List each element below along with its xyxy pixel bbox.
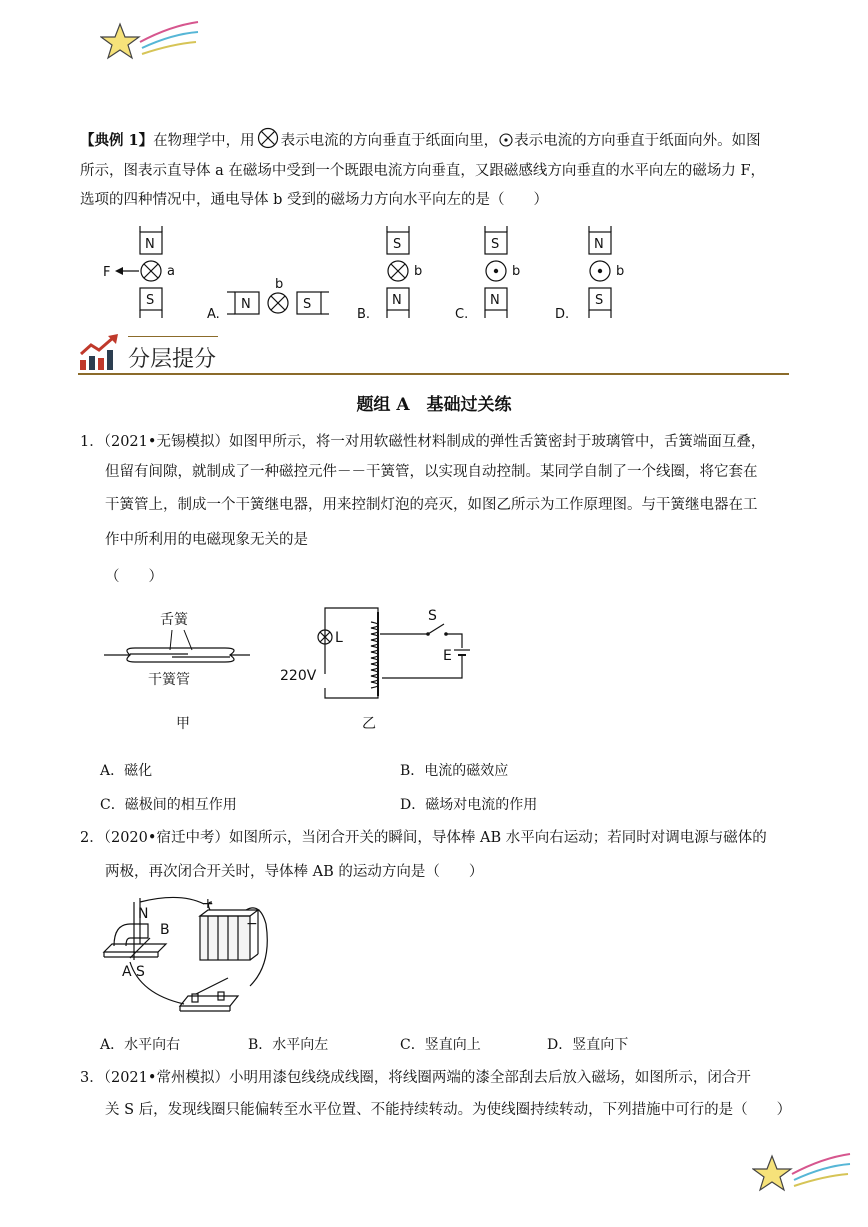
example-figure — [95, 226, 635, 326]
label-s: S — [136, 964, 145, 980]
tube-label: 干簧管 — [148, 672, 190, 688]
q1-option-d[interactable]: D．磁场对电流的作用 — [400, 797, 538, 813]
q1-line-4: 作中所利用的电磁现象无关的是 — [105, 532, 308, 548]
example-line-3: 选项的四种情况中，通电导体 b 受到的磁场力方向水平向左的是（ ） — [80, 192, 548, 208]
reed-label: 舌簧 — [160, 612, 188, 628]
q1-option-b[interactable]: B．电流的磁效应 — [400, 763, 509, 779]
motor-apparatus-figure — [100, 894, 280, 1024]
label-n: N — [490, 293, 500, 308]
q3-line-1 — [80, 1068, 751, 1088]
example-text-1b: 表示电流的方向垂直于纸面向里， — [280, 133, 499, 149]
banner-title: 分层提分 — [128, 347, 217, 372]
label-s: S — [393, 237, 402, 252]
q1-option-a[interactable]: A．磁化 — [100, 763, 153, 779]
star-decoration-top — [100, 18, 200, 68]
banner-top-rule — [128, 336, 218, 337]
label-a: A — [122, 964, 132, 980]
label-b: B — [160, 922, 170, 938]
option-c-label: C. — [455, 307, 469, 322]
q2-option-d[interactable]: D．竖直向下 — [547, 1037, 629, 1053]
label-minus: − — [246, 916, 258, 932]
switch-label: S — [428, 608, 437, 624]
option-b-label: B. — [357, 307, 371, 322]
label-b: b — [616, 264, 625, 279]
banner-rule — [78, 373, 789, 375]
relay-circuit-figure — [278, 600, 478, 740]
label-b: b — [414, 264, 423, 279]
example-line-2: 所示，图表示直导体 a 在磁场中受到一个既跟电流方向垂直，又跟磁感线方向垂直的水平向左的磁场力 F， — [80, 163, 766, 179]
chart-growth-icon — [78, 334, 122, 372]
q3-line-2: 关 S 后，发现线圈只能偏转至水平位置、不能持续转动。为使线圈持续转动，下列措施中可行的是（ ） — [105, 1102, 792, 1118]
q2-option-a[interactable]: A．水平向右 — [100, 1037, 181, 1053]
label-n: N — [138, 906, 149, 922]
q1-line-1 — [80, 432, 765, 452]
q2-option-b[interactable]: B．水平向左 — [248, 1037, 329, 1053]
q3-number: 3． — [80, 1070, 104, 1086]
label-f: F — [103, 265, 111, 280]
dot-circle-icon — [499, 133, 513, 153]
q3-text-1: （2021•常州模拟）小明用漆包线绕成线圈，将线圈两端的漆全部刮去后放入磁场，如图所示，闭合开 — [103, 1070, 751, 1086]
q2-text-1: （2020•宿迁中考）如图所示，当闭合开关的瞬间，导体棒 AB 水平向右运动；若同时对调电源与磁体的 — [103, 830, 767, 846]
label-s: S — [491, 237, 500, 252]
figure-jia-label: 甲 — [176, 716, 190, 732]
cross-circle-icon — [257, 127, 279, 155]
label-n: N — [392, 293, 402, 308]
q2-number: 2． — [80, 830, 104, 846]
group-title: 题组 A 基础过关练 — [356, 395, 512, 415]
option-d-label: D. — [555, 307, 570, 322]
q1-line-3: 干簧管上，制成一个干簧继电器，用来控制灯泡的亮灭，如图乙所示为工作原理图。与干簧继电器在工 — [105, 497, 758, 513]
q1-blank: （ ） — [105, 569, 163, 585]
figure-yi-label: 乙 — [362, 716, 376, 732]
example-text-1c: 表示电流的方向垂直于纸面向外。如图 — [514, 133, 761, 149]
voltage-label: 220V — [280, 668, 317, 684]
q2-line-1 — [80, 828, 767, 848]
example-tag: 【典例 1】 — [80, 132, 154, 149]
label-plus: + — [202, 896, 214, 912]
q2-line-2: 两极，再次闭合开关时，导体棒 AB 的运动方向是（ ） — [105, 864, 484, 880]
label-n: N — [241, 297, 251, 312]
label-b: b — [512, 264, 521, 279]
label-a: a — [167, 264, 175, 279]
example-text-1a: 在物理学中，用 — [153, 133, 255, 149]
label-n: N — [145, 237, 155, 252]
example-line-1 — [80, 127, 761, 155]
battery-label: E — [443, 648, 452, 664]
label-s: S — [146, 293, 155, 308]
label-b: b — [275, 277, 284, 292]
q1-line-2: 但留有间隙，就制成了一种磁控元件－－干簧管，以实现自动控制。某同学自制了一个线圈，将它套在 — [105, 464, 758, 480]
lamp-label: L — [335, 630, 343, 646]
q1-option-c[interactable]: C．磁极间的相互作用 — [100, 797, 237, 813]
star-decoration-bottom — [752, 1150, 852, 1200]
label-s: S — [303, 297, 312, 312]
label-n: N — [594, 237, 604, 252]
q1-number: 1． — [80, 434, 104, 450]
q1-text-1: （2021•无锡模拟）如图甲所示，将一对用软磁性材料制成的弹性舌簧密封于玻璃管中，舌簧端面互叠， — [103, 434, 766, 450]
option-a-label: A. — [207, 307, 220, 322]
q2-option-c[interactable]: C．竖直向上 — [400, 1037, 481, 1053]
label-s: S — [595, 293, 604, 308]
reed-switch-figure — [100, 600, 260, 740]
